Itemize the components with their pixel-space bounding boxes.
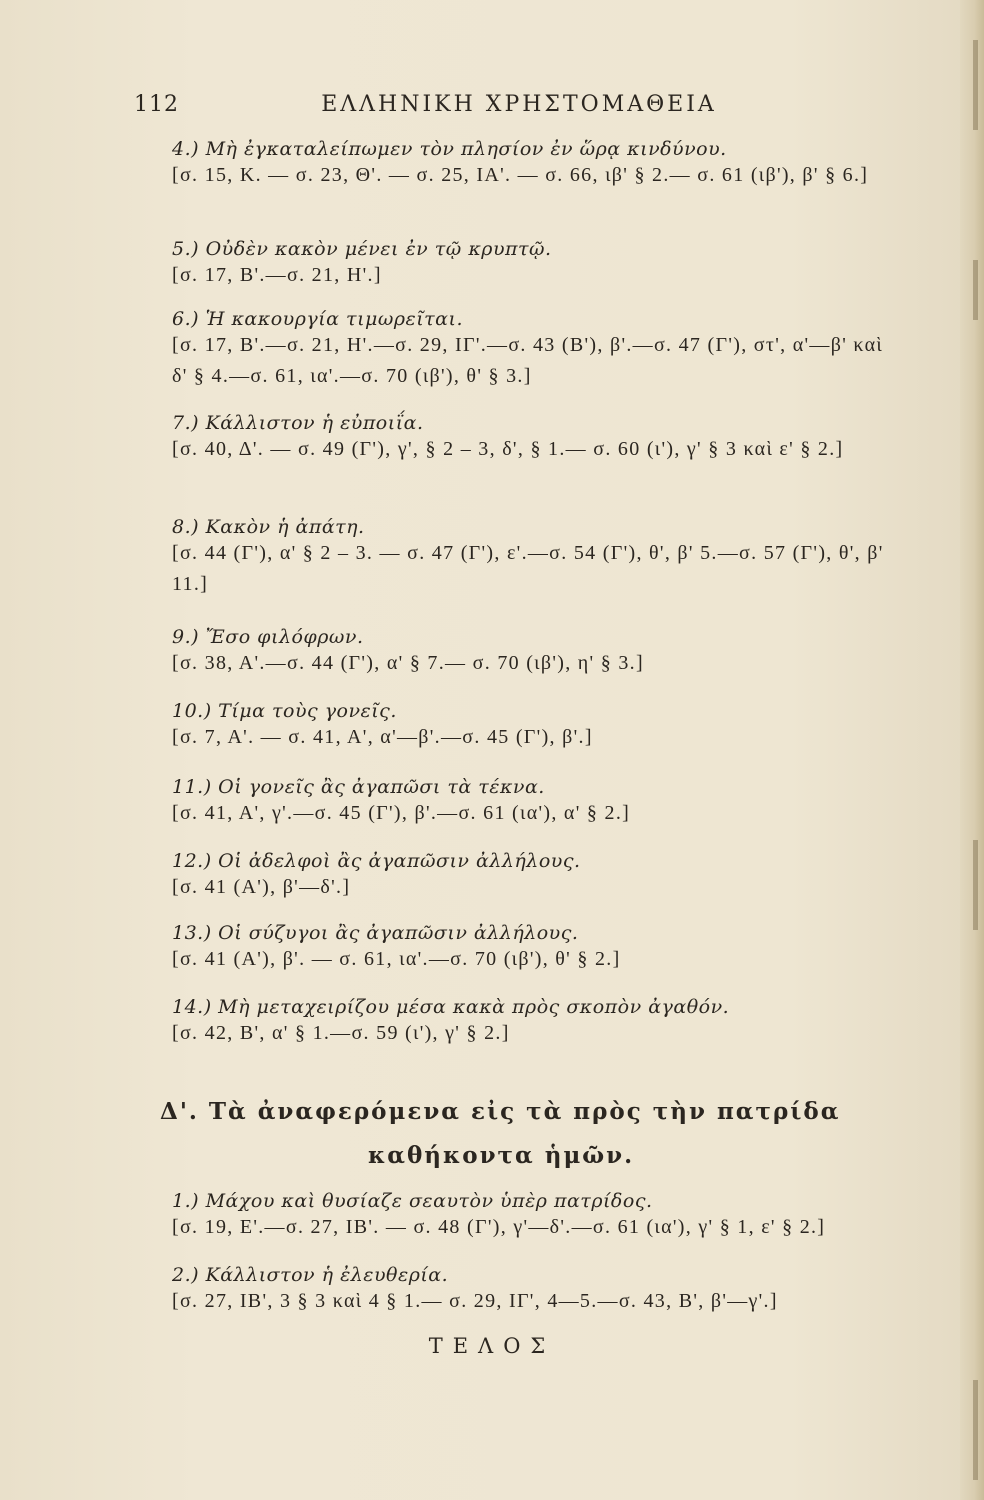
section-heading xyxy=(160,1090,890,1178)
edge-mark xyxy=(973,40,978,130)
entry-title: 13.) Οἱ σύζυγοι ἂς ἀγαπῶσιν ἀλλήλους. xyxy=(172,922,579,944)
entry-title: 14.) Μὴ μεταχειρίζου μέσα κακὰ πρὸς σκοπὸν ἀγαθόν. xyxy=(172,996,730,1018)
edge-mark xyxy=(973,260,978,320)
entry-reference: [σ. 7, Α'. — σ. 41, Α', α'—β'.—σ. 45 (Γ'), β'.] xyxy=(172,726,593,748)
entry-reference: [σ. 17, Β'.—σ. 21, Η'.—σ. 29, ΙΓ'.—σ. 43 (Β'), β'.—σ. 47 (Γ'), στ', α'—β' καὶ δ' § 4.—σ. 61, ια'.—σ. 70 (ιβ'), θ' § 3.] xyxy=(172,334,884,387)
list-item xyxy=(134,996,904,1049)
page-header xyxy=(134,92,904,124)
entry-reference: [σ. 15, Κ. — σ. 23, Θ'. — σ. 25, ΙΑ'. — σ. 66, ιβ' § 2.— σ. 61 (ιβ'), β' § 6.] xyxy=(172,164,869,186)
list-item xyxy=(134,1264,904,1317)
entry-title: 7.) Κάλλιστον ἡ εὐποιΐα. xyxy=(172,412,424,434)
entry-reference: [σ. 42, Β', α' § 1.—σ. 59 (ι'), γ' § 2.] xyxy=(172,1022,510,1044)
entry-title: 4.) Μὴ ἐγκαταλείπωμεν τὸν πλησίον ἐν ὥρᾳ κινδύνου. xyxy=(172,138,727,160)
section-heading-line1: Δ'. Τὰ ἀναφερόμενα εἰς τὰ πρὸς τὴν πατρίδα xyxy=(160,1098,841,1125)
list-item xyxy=(134,1190,904,1243)
list-item xyxy=(134,776,904,829)
entry-title: 11.) Οἱ γονεῖς ἂς ἀγαπῶσι τὰ τέκνα. xyxy=(172,776,545,798)
list-item xyxy=(134,238,904,291)
entry-title: 9.) Ἔσο φιλόφρων. xyxy=(172,626,364,648)
list-item xyxy=(134,700,904,753)
list-item xyxy=(134,412,904,465)
entry-title: 1.) Μάχου καὶ θυσίαζε σεαυτὸν ὑπὲρ πατρίδος. xyxy=(172,1190,653,1212)
edge-mark xyxy=(973,840,978,930)
entry-title: 5.) Οὐδὲν κακὸν μένει ἐν τῷ κρυπτῷ. xyxy=(172,238,552,260)
entry-reference: [σ. 17, Β'.—σ. 21, Η'.] xyxy=(172,264,382,286)
entry-reference: [σ. 19, Ε'.—σ. 27, ΙΒ'. — σ. 48 (Γ'), γ'—δ'.—σ. 61 (ια'), γ' § 1, ε' § 2.] xyxy=(172,1216,826,1238)
entry-reference: [σ. 41 (Α'), β'—δ'.] xyxy=(172,876,351,898)
entry-title: 2.) Κάλλιστον ἡ ἐλευθερία. xyxy=(172,1264,449,1286)
entry-reference: [σ. 40, Δ'. — σ. 49 (Γ'), γ', § 2 – 3, δ', § 1.— σ. 60 (ι'), γ' § 3 καὶ ε' § 2.] xyxy=(172,438,844,460)
entry-reference: [σ. 41 (Α'), β'. — σ. 61, ια'.—σ. 70 (ιβ'), θ' § 2.] xyxy=(172,948,621,970)
entry-reference: [σ. 27, ΙΒ', 3 § 3 καὶ 4 § 1.— σ. 29, ΙΓ', 4—5.—σ. 43, Β', β'—γ'.] xyxy=(172,1290,778,1312)
entry-title: 8.) Κακὸν ἡ ἀπάτη. xyxy=(172,516,365,538)
page-edge xyxy=(960,0,984,1500)
entry-reference: [σ. 44 (Γ'), α' § 2 – 3. — σ. 47 (Γ'), ε'.—σ. 54 (Γ'), θ', β' 5.—σ. 57 (Γ'), θ', β' 11.] xyxy=(172,542,884,595)
entry-title: 10.) Τίμα τοὺς γονεῖς. xyxy=(172,700,397,722)
list-item xyxy=(134,138,904,191)
list-item xyxy=(134,626,904,679)
list-item xyxy=(134,922,904,975)
entry-title: 6.) Ἡ κακουργία τιμωρεῖται. xyxy=(172,308,464,330)
edge-mark xyxy=(973,1380,978,1480)
entry-title: 12.) Οἱ ἀδελφοὶ ἂς ἀγαπῶσιν ἀλλήλους. xyxy=(172,850,581,872)
page-number: 112 xyxy=(134,92,179,117)
running-head: ΕΛΛΗΝΙΚΗ ΧΡΗΣΤΟΜΑΘΕΙΑ xyxy=(321,92,717,117)
list-item xyxy=(134,516,904,600)
entry-reference: [σ. 41, Α', γ'.—σ. 45 (Γ'), β'.—σ. 61 (ια'), α' § 2.] xyxy=(172,802,631,824)
end-mark: ΤΕΛΟΣ xyxy=(428,1334,556,1358)
list-item xyxy=(134,850,904,903)
list-item xyxy=(134,308,904,392)
section-heading-line2: καθήκοντα ἡμῶν. xyxy=(368,1142,635,1169)
entry-reference: [σ. 38, Α'.—σ. 44 (Γ'), α' § 7.— σ. 70 (ιβ'), η' § 3.] xyxy=(172,652,644,674)
